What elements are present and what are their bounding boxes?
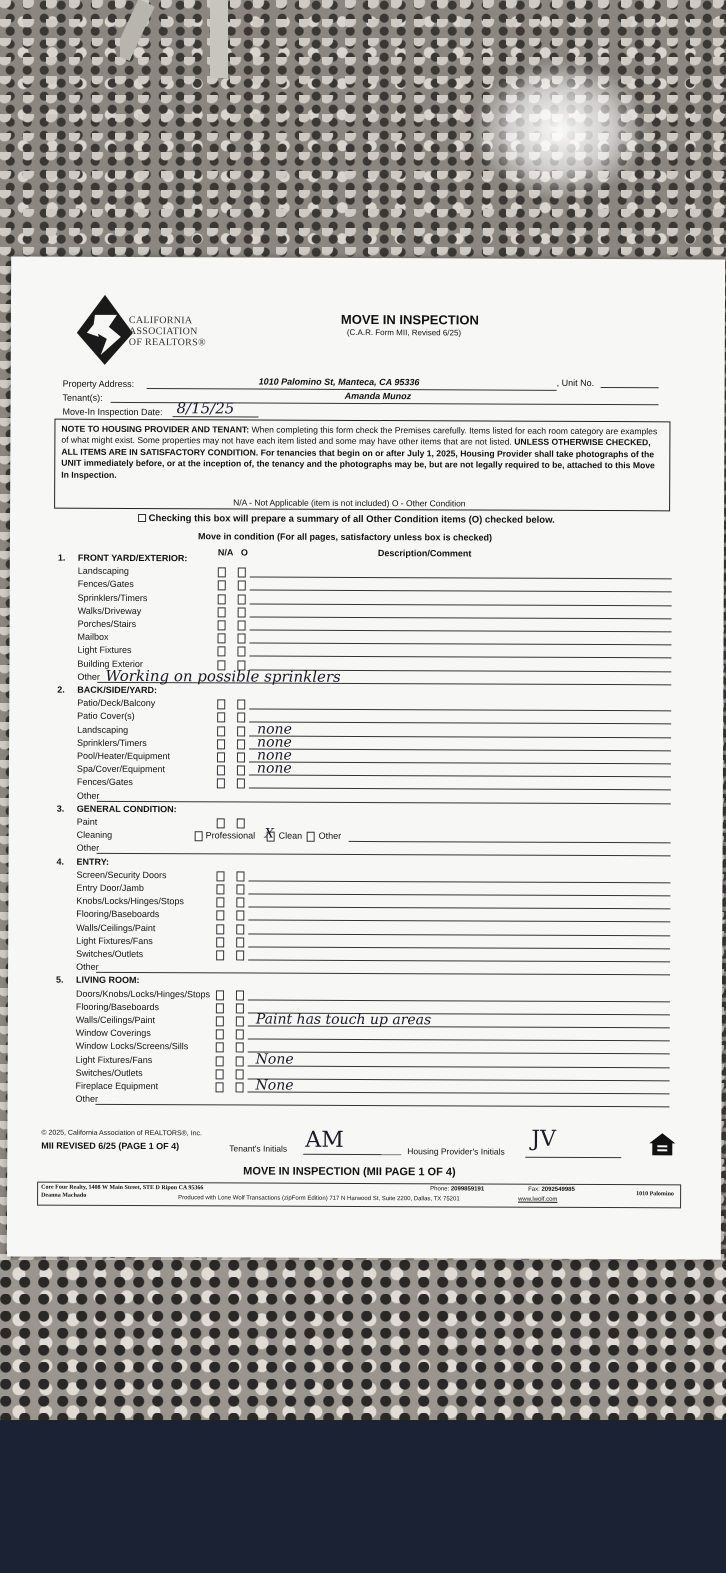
- item-label: Doors/Knobs/Locks/Hinges/Stops: [75, 988, 211, 999]
- o-checkbox[interactable]: [238, 607, 246, 617]
- o-checkbox[interactable]: [236, 1016, 244, 1026]
- comment-line[interactable]: [248, 933, 670, 936]
- countertop: [0, 1260, 726, 1430]
- form-subtitle: (C.A.R. Form MII, Revised 6/25): [346, 327, 462, 338]
- section-number: 4.: [56, 856, 65, 867]
- footer-bar: [37, 1182, 681, 1209]
- phone: Phone: 2099859191: [430, 1186, 485, 1193]
- item-label: Building Exterior: [77, 658, 143, 669]
- comment-line[interactable]: [249, 722, 671, 725]
- inspection-form-page: [7, 256, 725, 1259]
- col-na: N/A: [217, 547, 234, 558]
- comment-line[interactable]: [97, 853, 671, 857]
- comment-line[interactable]: [248, 920, 670, 923]
- item-label: Patio/Deck/Balcony: [77, 697, 156, 709]
- tenant-label: Tenant(s):: [62, 392, 103, 403]
- tenant-field[interactable]: Amanda Munoz: [344, 390, 412, 402]
- na-checkbox[interactable]: [216, 911, 224, 921]
- na-checkbox[interactable]: [216, 1082, 224, 1092]
- o-checkbox[interactable]: [236, 911, 244, 921]
- item-label: Screen/Security Doors: [76, 869, 167, 880]
- na-checkbox[interactable]: [216, 937, 224, 947]
- o-checkbox[interactable]: [236, 937, 244, 947]
- tenant-initials-label: Tenant's Initials: [229, 1143, 288, 1154]
- na-checkbox[interactable]: [216, 1069, 224, 1079]
- item-label: Fences/Gates: [77, 579, 134, 590]
- na-checkbox[interactable]: [218, 581, 226, 591]
- item-label: Mailbox: [77, 631, 109, 643]
- o-checkbox[interactable]: [238, 594, 246, 604]
- col-description: Description/Comment: [377, 548, 472, 559]
- comment-line[interactable]: [250, 629, 672, 632]
- na-checkbox[interactable]: [216, 950, 224, 960]
- item-label: Other: [76, 843, 100, 854]
- copyright: © 2025, California Association of REALTORS®, Inc.: [41, 1129, 203, 1138]
- item-label: Sprinklers/Timers: [77, 592, 148, 603]
- section-title: BACK/SIDE/YARD:: [77, 684, 158, 696]
- na-checkbox[interactable]: [216, 990, 224, 1000]
- notice-box: NOTE TO HOUSING PROVIDER AND TENANT: When completing this form check the Premises carefully. Items listed for each room category are examples of what might exist. Some properties may not have each item listed and some may have other items that are not listed. UNLESS OTHERWISE CHECKED, ALL ITEMS ARE IN SATISFACTORY CONDITION. For tenancies that begin on or after July 1, 2025, Housing Provider shall take photographs of the UNIT immediately before, or at the inception of, the tenancy and the photographs may be, but are not legally required to be, attached to this Move In Inspection.: [54, 419, 670, 512]
- comment-line[interactable]: [248, 907, 670, 910]
- provider-initials-label: Housing Provider's Initials: [407, 1146, 505, 1157]
- o-checkbox[interactable]: [236, 1043, 244, 1053]
- o-checkbox[interactable]: [236, 871, 244, 881]
- comment-line[interactable]: [248, 999, 670, 1002]
- na-legend: N/A - Not Applicable (item is not included) O - Other Condition: [230, 497, 468, 508]
- page-title: MOVE IN INSPECTION (MII PAGE 1 OF 4): [243, 1165, 456, 1179]
- item-label: Spa/Cover/Equipment: [76, 763, 166, 775]
- org-name: CALIFORNIA ASSOCIATION OF REALTORS®: [128, 314, 206, 349]
- o-checkbox[interactable]: [236, 1003, 244, 1013]
- o-checkbox[interactable]: [236, 1030, 244, 1040]
- o-checkbox[interactable]: [237, 818, 245, 828]
- item-label: Patio Cover(s): [77, 711, 135, 722]
- brokerage: Core Four Realty, 1408 W Main Street, STE D Ripon CA 95366: [41, 1184, 204, 1192]
- o-checkbox[interactable]: [236, 990, 244, 1000]
- item-label: Flooring/Baseboards: [76, 909, 160, 920]
- na-checkbox[interactable]: [217, 647, 225, 657]
- o-checkbox[interactable]: [237, 766, 245, 776]
- produced-by: Produced with Lone Wolf Transactions (zipForm Edition) 717 N Harwood St, Suite 2200, Dallas, TX 75201: [178, 1195, 460, 1203]
- o-checkbox[interactable]: [237, 779, 245, 789]
- comment-line[interactable]: [248, 893, 670, 896]
- comment-field[interactable]: none: [256, 760, 292, 777]
- section-number: 1.: [57, 552, 66, 563]
- na-checkbox[interactable]: [218, 568, 226, 578]
- o-checkbox[interactable]: [236, 924, 244, 934]
- agent: Deanna Machado: [41, 1192, 87, 1199]
- comment-line[interactable]: [249, 775, 671, 778]
- unit-field[interactable]: [601, 387, 659, 388]
- section-title: GENERAL CONDITION:: [76, 803, 177, 814]
- item-label: Fireplace Equipment: [75, 1080, 159, 1092]
- comment-line[interactable]: [248, 1078, 670, 1081]
- o-checkbox[interactable]: [237, 634, 245, 644]
- item-label: Walks/Driveway: [77, 605, 142, 616]
- equal-housing-icon: [647, 1131, 677, 1161]
- comment-line[interactable]: [248, 1065, 670, 1068]
- property-address-field[interactable]: 1010 Palomino St, Manteca, CA 95336: [258, 376, 420, 388]
- comment-line[interactable]: [349, 841, 671, 843]
- na-checkbox[interactable]: [216, 1003, 224, 1013]
- item-label: Other: [77, 671, 100, 682]
- na-checkbox[interactable]: [216, 884, 224, 894]
- summary-option: Checking this box will prepare a summary of all Other Condition items (O) checked below.: [138, 513, 555, 526]
- o-checkbox[interactable]: [237, 752, 245, 762]
- date-label: Move-In Inspection Date:: [62, 406, 163, 418]
- cleaning-check-mark: X: [264, 826, 274, 842]
- item-label: Pool/Heater/Equipment: [76, 750, 171, 762]
- na-checkbox[interactable]: [217, 739, 225, 749]
- na-checkbox[interactable]: [217, 779, 225, 789]
- na-checkbox[interactable]: [216, 871, 224, 881]
- date-field[interactable]: 8/15/25: [176, 399, 235, 418]
- comment-line[interactable]: [248, 880, 670, 883]
- cleaning-professional-checkbox[interactable]: [195, 831, 203, 841]
- o-checkbox[interactable]: [236, 1082, 244, 1092]
- provider-initials-field[interactable]: JV: [531, 1126, 557, 1152]
- comment-line[interactable]: [250, 616, 672, 619]
- comment-line[interactable]: [250, 603, 672, 606]
- o-checkbox[interactable]: [236, 898, 244, 908]
- na-checkbox[interactable]: [216, 898, 224, 908]
- o-checkbox[interactable]: [236, 884, 244, 894]
- move-in-condition-label: Move in condition (For all pages, satisfactory unless box is checked): [197, 531, 493, 543]
- item-label: Fences/Gates: [76, 777, 133, 788]
- comment-line[interactable]: [250, 577, 672, 580]
- comment-field[interactable]: Working on possible sprinklers: [105, 666, 341, 686]
- na-checkbox[interactable]: [217, 726, 225, 736]
- section-number: 5.: [56, 975, 64, 986]
- comment-line[interactable]: [249, 709, 671, 712]
- o-checkbox[interactable]: [236, 1056, 244, 1066]
- item-label: Landscaping: [77, 724, 129, 735]
- na-checkbox[interactable]: [218, 620, 226, 630]
- o-checkbox[interactable]: [238, 568, 246, 578]
- na-checkbox[interactable]: [217, 700, 225, 710]
- item-label: Window Coverings: [75, 1027, 151, 1039]
- comment-line[interactable]: [248, 1052, 670, 1055]
- o-checkbox[interactable]: [237, 647, 245, 657]
- section-title: FRONT YARD/EXTERIOR:: [77, 552, 188, 564]
- o-checkbox[interactable]: [237, 700, 245, 710]
- tenant-initials-field[interactable]: AM: [305, 1127, 344, 1153]
- comment-field[interactable]: Paint has touch up areas: [255, 1011, 432, 1029]
- na-checkbox[interactable]: [216, 924, 224, 934]
- na-checkbox[interactable]: [217, 713, 225, 723]
- item-label: Porches/Stairs: [77, 618, 137, 629]
- fabric: [0, 1420, 726, 1573]
- comment-field[interactable]: none: [256, 747, 292, 764]
- na-checkbox[interactable]: [217, 634, 225, 644]
- na-checkbox[interactable]: [216, 1043, 224, 1053]
- tenant-initials-line: [303, 1154, 401, 1155]
- section-title: ENTRY:: [76, 856, 110, 867]
- item-label: Window Locks/Screens/Sills: [75, 1041, 189, 1052]
- section-number: 3.: [56, 803, 65, 814]
- provider-initials-line: [525, 1157, 621, 1158]
- na-checkbox[interactable]: [218, 594, 226, 604]
- property-label: Property Address:: [62, 378, 135, 389]
- cleaning-other-checkbox[interactable]: [307, 832, 315, 842]
- comment-line[interactable]: [95, 1104, 669, 1108]
- item-label: Walls/Ceilings/Paint: [75, 1014, 156, 1026]
- o-checkbox[interactable]: [237, 726, 245, 736]
- col-o: O: [240, 547, 248, 558]
- o-checkbox[interactable]: [237, 739, 245, 749]
- na-checkbox[interactable]: [216, 1016, 224, 1026]
- item-label: Switches/Outlets: [75, 1067, 143, 1078]
- light-glare: [470, 60, 650, 200]
- comment-line[interactable]: [248, 1039, 670, 1042]
- na-checkbox[interactable]: [217, 766, 225, 776]
- keys: [120, 0, 240, 80]
- fax: Fax: 2092549985: [528, 1186, 575, 1193]
- doc-name: 1010 Palomino: [636, 1191, 674, 1198]
- cleaning-option-label: Other: [318, 830, 342, 842]
- o-checkbox[interactable]: [236, 1069, 244, 1079]
- item-label: Flooring/Baseboards: [75, 1001, 159, 1012]
- comment-line[interactable]: [249, 643, 671, 646]
- comment-line[interactable]: [96, 972, 670, 976]
- item-label: Landscaping: [77, 565, 129, 577]
- item-label: Cleaning: [76, 829, 113, 841]
- o-checkbox[interactable]: [238, 581, 246, 591]
- summary-checkbox[interactable]: [138, 514, 146, 522]
- na-checkbox[interactable]: [217, 818, 225, 828]
- comment-field[interactable]: none: [257, 734, 292, 751]
- item-label: Other: [76, 790, 100, 801]
- section-number: 2.: [57, 684, 65, 695]
- item-label: Paint: [76, 816, 98, 827]
- section-title: LIVING ROOM:: [76, 975, 140, 986]
- comment-line[interactable]: [249, 761, 671, 764]
- o-checkbox[interactable]: [236, 950, 244, 960]
- revision: MII REVISED 6/25 (PAGE 1 OF 4): [41, 1140, 180, 1152]
- comment-line[interactable]: [97, 800, 671, 804]
- comment-line[interactable]: [249, 788, 671, 791]
- cleaning-option-label: Professional: [205, 830, 256, 841]
- na-checkbox[interactable]: [216, 1030, 224, 1040]
- comment-line[interactable]: [249, 656, 671, 659]
- comment-field[interactable]: none: [257, 721, 292, 738]
- item-label: Entry Door/Jamb: [76, 882, 144, 894]
- comment-line[interactable]: [249, 735, 671, 738]
- cleaning-option-label: Clean: [278, 830, 303, 841]
- comment-field[interactable]: None: [255, 1051, 294, 1068]
- na-checkbox[interactable]: [216, 1056, 224, 1066]
- o-checkbox[interactable]: [237, 713, 245, 723]
- item-label: Other: [76, 961, 99, 973]
- item-label: Knobs/Locks/Hinges/Stops: [76, 895, 184, 907]
- comment-field[interactable]: None: [255, 1077, 294, 1094]
- comment-line[interactable]: [248, 959, 670, 962]
- item-label: Light Fixtures/Fans: [75, 1054, 153, 1065]
- na-checkbox[interactable]: [218, 607, 226, 617]
- unit-label: , Unit No.: [556, 377, 595, 388]
- comment-line[interactable]: [249, 748, 671, 751]
- form-title: MOVE IN INSPECTION: [340, 311, 479, 328]
- comment-line[interactable]: [248, 946, 670, 949]
- lwolf-link[interactable]: www.lwolf.com: [518, 1196, 558, 1203]
- item-label: Light Fixtures: [77, 645, 132, 656]
- o-checkbox[interactable]: [238, 620, 246, 630]
- item-label: Light Fixtures/Fans: [76, 935, 153, 946]
- item-label: Sprinklers/Timers: [77, 737, 147, 748]
- item-label: Walls/Ceilings/Paint: [76, 922, 156, 933]
- na-checkbox[interactable]: [217, 752, 225, 762]
- comment-line[interactable]: [250, 590, 672, 593]
- item-label: Other: [75, 1093, 99, 1105]
- item-label: Switches/Outlets: [76, 948, 144, 960]
- comment-line[interactable]: [248, 1091, 670, 1094]
